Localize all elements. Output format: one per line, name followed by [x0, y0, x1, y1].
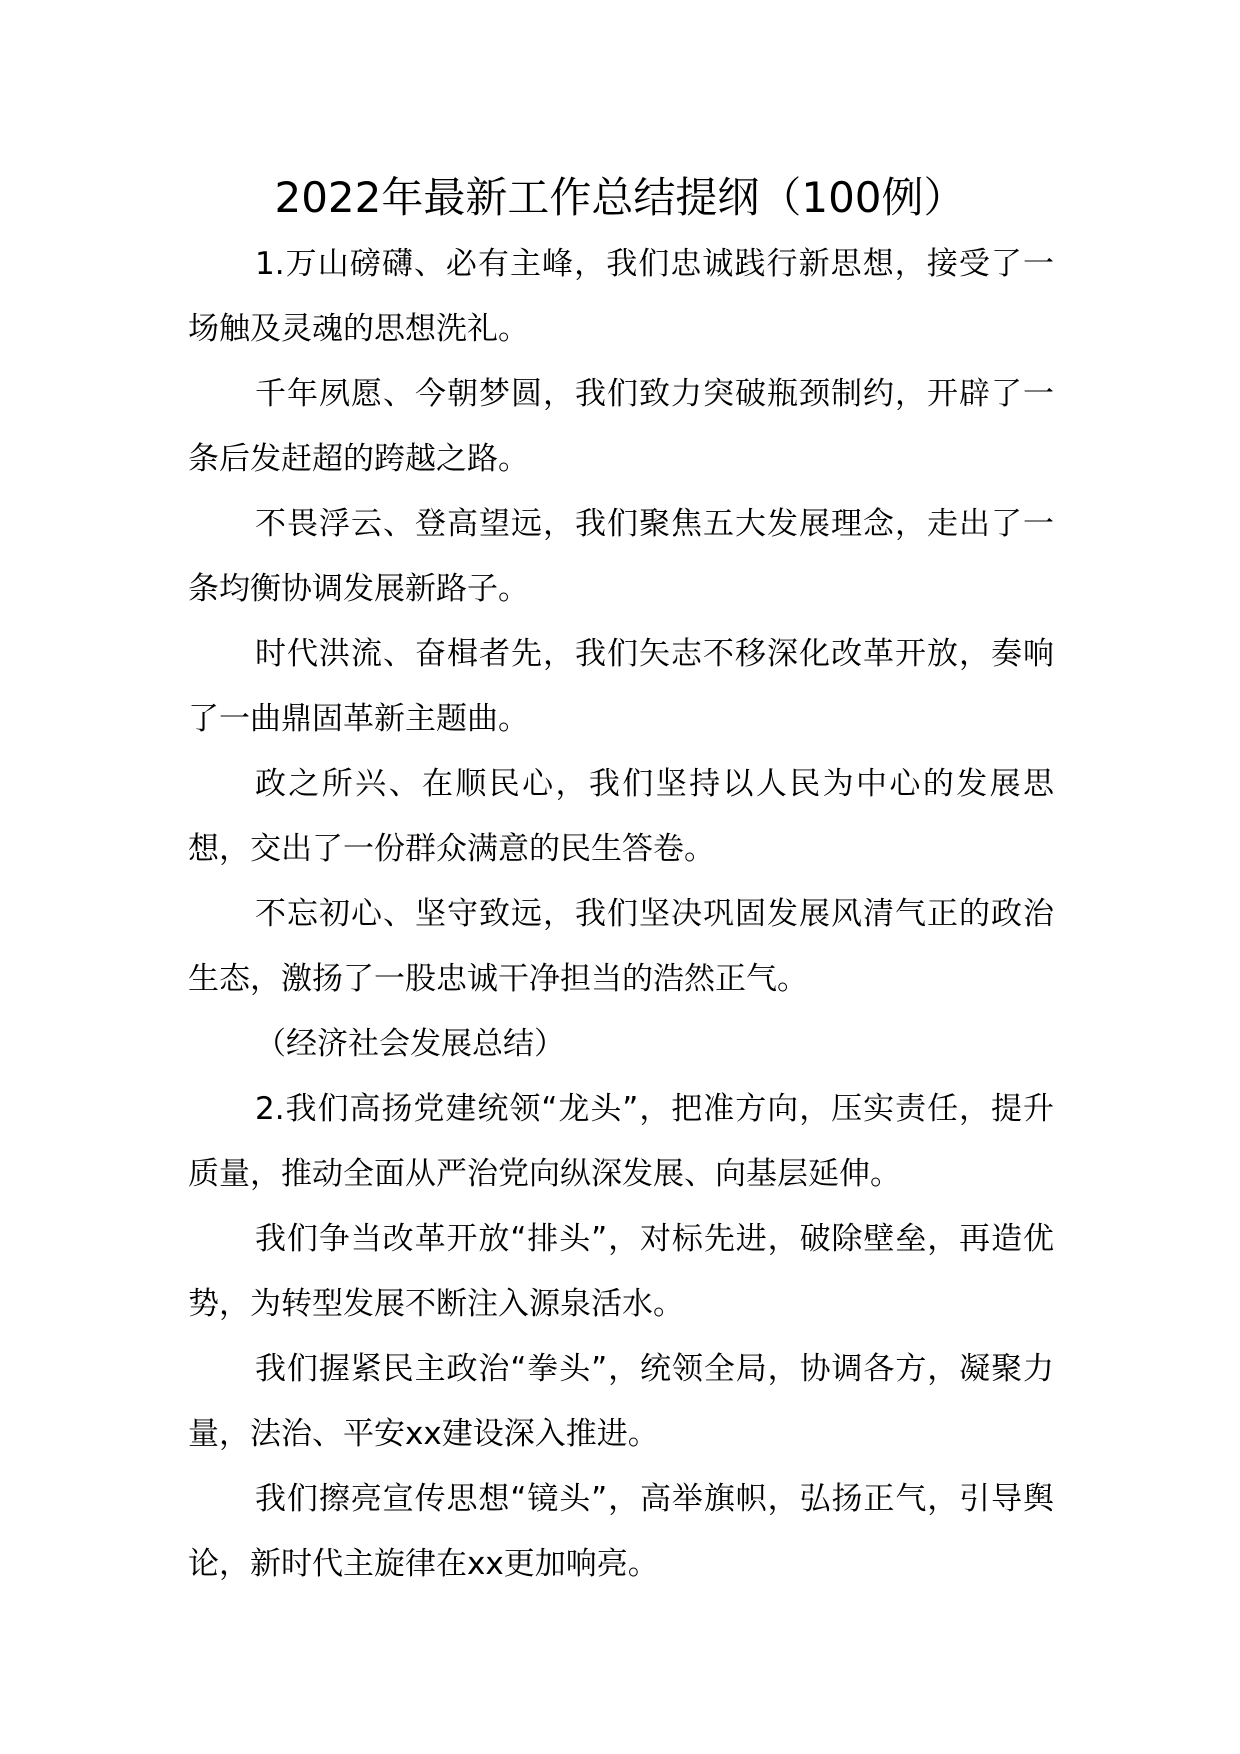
paragraph-1: 1.万山磅礴、必有主峰，我们忠诚践行新思想，接受了一场触及灵魂的思想洗礼。: [188, 246, 1054, 347]
paragraph-4: 时代洪流、奋楫者先，我们矢志不移深化改革开放，奏响了一曲鼎固革新主题曲。: [188, 636, 1054, 737]
paragraph-9: 我们握紧民主政治“拳头”，统领全局，协调各方，凝聚力量，法治、平安xx建设深入推进。: [188, 1351, 1054, 1452]
paragraph-6: 不忘初心、坚守致远，我们坚决巩固发展风清气正的政治生态，激扬了一股忠诚干净担当的浩然正气。: [188, 896, 1054, 997]
paragraph-10: 我们擦亮宣传思想“镜头”，高举旗帜，弘扬正气，引导舆论，新时代主旋律在xx更加响亮。: [188, 1481, 1054, 1582]
document-title: 2022年最新工作总结提纲（100例）: [274, 173, 966, 222]
paragraph-3: 不畏浮云、登高望远，我们聚焦五大发展理念，走出了一条均衡协调发展新路子。: [188, 506, 1054, 607]
section-note: （经济社会发展总结）: [255, 1026, 565, 1062]
document-body: [188, 232, 1054, 1597]
paragraph-7: 2.我们高扬党建统领“龙头”，把准方向，压实责任，提升质量，推动全面从严治党向纵深发展、向基层延伸。: [188, 1091, 1054, 1192]
paragraph-8: 我们争当改革开放“排头”，对标先进，破除壁垒，再造优势，为转型发展不断注入源泉活水。: [188, 1221, 1054, 1322]
paragraph-2: 千年夙愿、今朝梦圆，我们致力突破瓶颈制约，开辟了一条后发赶超的跨越之路。: [188, 376, 1054, 477]
paragraph-5: 政之所兴、在顺民心，我们坚持以人民为中心的发展思想，交出了一份群众满意的民生答卷。: [188, 766, 1054, 867]
